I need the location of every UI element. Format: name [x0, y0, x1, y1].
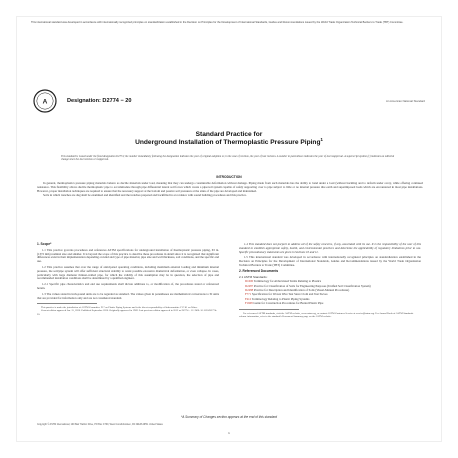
- para-1-2-1: 1.2.1 Specific pipe characteristics and end use requirements shall dictate additions to, or modification of, the procedures stated or referenced herein.: [37, 282, 219, 290]
- para-1-1: 1.1 This practice governs procedures and references ASTM specifications for underground installation of thermoplastic pressure piping, 63 in. (1372 mm) nominal size and smaller. It is beyond the scope of this practice to describe these procedures in detail since it is recognized that significant differences exist in their implementation depending on kind and type of pipe material, pipe size and wall thickness, soil conditions, and the specific end use.: [37, 247, 219, 264]
- reference-item[interactable]: D2488 Practice for Description and Identification of Soils (Visual-Manual Procedures): [245, 287, 350, 292]
- reference-item[interactable]: F771 Specification for Woven Wire Test Sieve Cloth and Test Sieves: [245, 292, 328, 297]
- reference-item[interactable]: D1600 Terminology for Abbreviated Terms Relating to Plastics: [245, 279, 322, 284]
- para-1-3: 1.3 The values stated in inch-pound units are to be regarded as standard. The values given in parentheses are mathematical conversions to SI units that are provided for information only and are not considered standard.: [37, 291, 219, 300]
- para-1-2: 1.2 This practice assumes that over the range of anticipated operating conditions, including maximum external loading and minimum internal pressure, the soil/pipe system will offer sufficient structural stability to resist possible excessive diametrical deformation, or even collapse. In cases, particularly with large diameter thinner-walled pipe, for which the validity of this assumption may be in question, the selection of pipe and recommended installation conditions shall be determined by a qualified engineer.: [37, 264, 219, 281]
- page-number: 1: [228, 431, 230, 435]
- reference-code-link[interactable]: D2488: [245, 287, 254, 292]
- footnote-divider: [37, 303, 97, 304]
- title-footnote-mark: 1: [320, 136, 323, 142]
- reference-item[interactable]: D2487 Practice for Classification of Soils for Engineering Purposes (Unified Soil Classification System): [245, 283, 371, 288]
- reference-code-link[interactable]: F412: [245, 296, 252, 301]
- reference-code-link[interactable]: D1600: [245, 279, 254, 284]
- document-page: [16, 16, 442, 442]
- reference-item[interactable]: F1668 Guide for Construction Procedures for Buried Plastic Pipe: [245, 300, 324, 305]
- standard-issue-note: This standard is issued under the fixed designation D2774; the number immediately following the designation indicates the year of original adoption or, in the case of revision, the year of last revision. A number in parentheses indicates the year of last reapproval. A superscript epsilon (ε) indicates an editorial change since the last revision or reapproval.: [61, 155, 395, 162]
- reference-code-link[interactable]: F1668: [245, 300, 253, 305]
- title-main: Underground Installation of Thermoplastic Pressure Piping: [135, 139, 321, 146]
- tbt-notice: This international standard was developed in accordance with internationally recognized principles on standardization established in the Decision on Principles for the Development of International Standards, Guides and Recommendations issued by the World Trade Organization Technical Barriers to Trade (TBT) Committee.: [31, 21, 404, 24]
- approval-note: An American National Standard: [385, 99, 425, 103]
- reference-code-link[interactable]: D2487: [245, 283, 254, 288]
- introduction-body: [37, 182, 423, 198]
- para-1-5: 1.5 This international standard was developed in accordance with internationally recognized principles on standardization established in the Decision on Principles for the Development of International Standards, Guides and Recommendations issued by the World Trade Organization Technical Barriers to Trade (TBT) Committee.: [239, 255, 421, 267]
- footnote-1: This practice is under the jurisdiction of ASTM Committee F17 on Plastic Piping Systems and is the direct responsibility of Subcommittee F17.61 on Water.: [41, 306, 198, 310]
- reference-code-link[interactable]: F771: [245, 292, 252, 297]
- reference-item[interactable]: F412 Terminology Relating to Plastic Piping Systems: [245, 296, 310, 301]
- right-column: [239, 243, 421, 318]
- intro-paragraph-2: Soils in which trenches are dug shall be examined and identified and the trenches prepared and backfilled in accordance with sound building procedures and this practice.: [43, 192, 247, 197]
- title-block: [17, 131, 441, 147]
- copyright-line: Copyright © ASTM International, 100 Barr Harbor Drive, PO Box C700, West Conshohocken, PA 19428-2959. United States: [37, 424, 163, 426]
- scope-heading: 1. Scope*: [37, 242, 52, 246]
- referenced-documents-heading: 2. Referenced Documents: [239, 268, 279, 273]
- title-line-2: [17, 136, 441, 147]
- astm-logo-icon: [33, 89, 57, 113]
- astm-standards-subheading: 2.1 ASTM Standards:: [239, 274, 268, 279]
- footnote-2: Current edition approved Jan. 15, 2020. Published September 2020. Originally approved in 1969. Last previous edition approved in 2012 as D2774 – 12. DOI: 10.1520/D2774-20.: [37, 309, 217, 316]
- reference-list: [239, 280, 421, 305]
- para-1-4: 1.4 This standard does not purport to address all of the safety concerns, if any, associated with its use. It is the responsibility of the user of this standard to establish appropriate safety, health, and environmental practices and determine the applicability of regulatory limitations prior to use. Specific precautionary statements are given in Sections 10 and 11.: [239, 242, 421, 254]
- footnote-3: For referenced ASTM standards, visit the ASTM website, www.astm.org, or contact ASTM Customer Service at service@astm.org. For Annual Book of ASTM Standards volume information, refer to the standard's Document Summary page on the ASTM website.: [239, 311, 414, 318]
- designation: Designation: D2774 − 20: [67, 98, 132, 104]
- intro-paragraph-1: In general, thermoplastics pressure piping materials behave as ductile materials under load, meaning that they can undergo considerable deformation without damage. Piping made from such materials has the ability to bend under a load (without buckling and to deform under overy, while offering continued resistance. This flexibility allows ductile thermoplastic pipe to accommodate through pipe differential lateral soil forces which create a pipe/soil system capable of safely supporting over to pipe subject to little or no internal pressure dire earth and superimposed loads which are encountered in most pipe installations. However, proper installation techniques are required to ensure that the necessary support at the bottom and passive soil pressures at the sides of the pipe are developed and maintained.: [37, 181, 423, 193]
- footnote-divider: [239, 309, 299, 310]
- svg-text:A: A: [42, 98, 48, 106]
- left-column: [37, 243, 219, 316]
- introduction-heading: INTRODUCTION: [216, 175, 242, 179]
- summary-of-changes-note: *A Summary of Changes section appears at the end of this standard: [180, 415, 278, 419]
- title-line-1: Standard Practice for: [195, 131, 263, 138]
